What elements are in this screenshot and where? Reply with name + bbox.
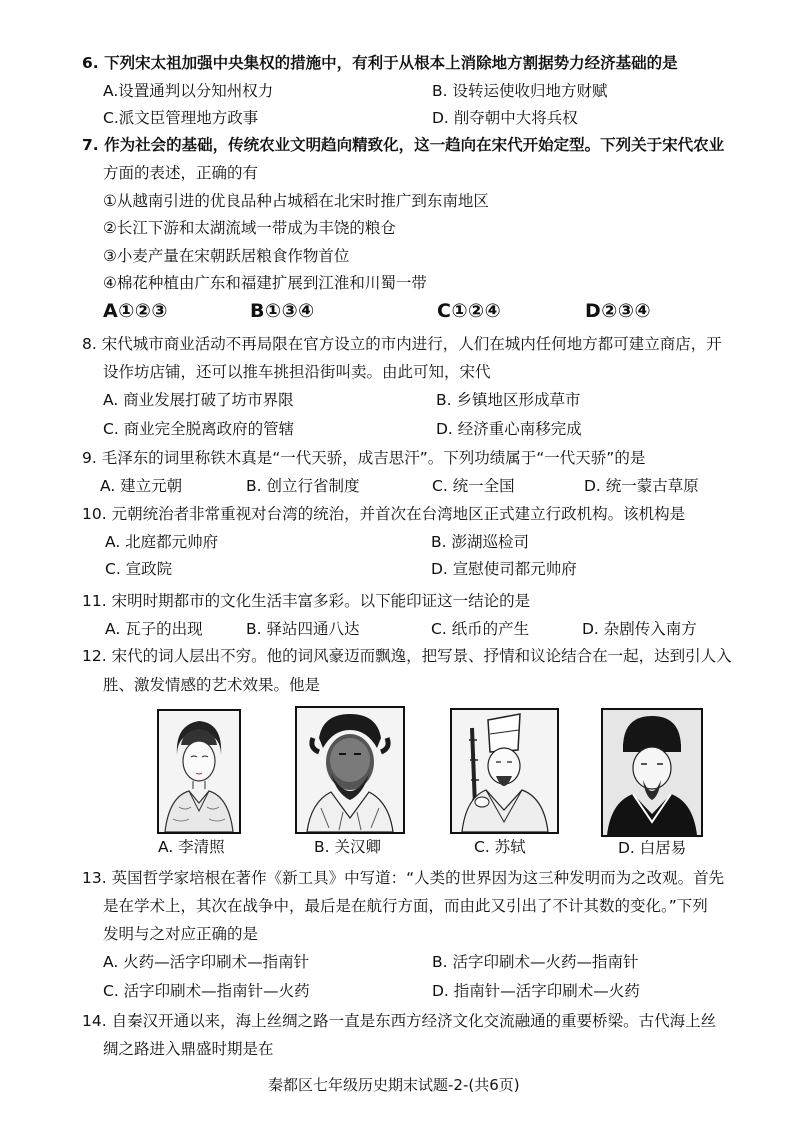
q12-option-d: D. 白居易 [618, 839, 687, 857]
q11-option-d: D. 杂剧传入南方 [582, 620, 697, 638]
q6-stem: 6. 下列宋太祖加强中央集权的措施中，有利于从根本上消除地方割据势力经济基础的是 [82, 54, 678, 72]
q13-option-c: C. 活字印刷术—指南针—火药 [103, 982, 310, 1000]
q14-stem-line2: 绸之路进入鼎盛时期是在 [103, 1040, 274, 1058]
q11-option-b: B. 驿站四通八达 [246, 620, 360, 638]
q13-option-a: A. 火药—活字印刷术—指南针 [103, 953, 310, 971]
q9-option-b: B. 创立行省制度 [246, 477, 360, 495]
q10-option-c: C. 宣政院 [105, 560, 173, 578]
portrait-li-qingzhao-image [157, 709, 241, 834]
q12-stem-line2: 胜、激发情感的艺术效果。他是 [103, 676, 321, 694]
q10-option-a: A. 北庭都元帅府 [105, 533, 219, 551]
q13-stem-line1: 13. 英国哲学家培根在著作《新工具》中写道：“人类的世界因为这三种发明而为之改观。首先 [82, 869, 725, 887]
q7-stem-line1: 7. 作为社会的基础，传统农业文明趋向精致化，这一趋向在宋代开始定型。下列关于宋代农业 [82, 136, 725, 154]
q12-option-c: C. 苏轼 [474, 838, 526, 856]
q6-option-a: A.设置通判以分知州权力 [103, 82, 274, 100]
q8-option-c: C. 商业完全脱离政府的管辖 [103, 420, 295, 438]
q9-option-a: A. 建立元朝 [100, 477, 183, 495]
q12-stem-line1: 12. 宋代的词人层出不穷。他的词风豪迈而飘逸，把写景、抒情和议论结合在一起，达到引人入 [82, 647, 732, 665]
q6-option-d: D. 削夺朝中大将兵权 [432, 109, 578, 127]
q8-option-a: A. 商业发展打破了坊市界限 [103, 391, 294, 409]
q11-option-a: A. 瓦子的出现 [105, 620, 203, 638]
q8-stem-line1: 8. 宋代城市商业活动不再局限在官方设立的市内进行，人们在城内任何地方都可建立商店，开 [82, 335, 722, 353]
q13-stem-line3: 发明与之对应正确的是 [103, 925, 259, 943]
q8-option-b: B. 乡镇地区形成草市 [436, 391, 581, 409]
q10-stem: 10. 元朝统治者非常重视对台湾的统治，并首次在台湾地区正式建立行政机构。该机构是 [82, 505, 686, 523]
q7-option-a: A①②③ [103, 300, 168, 322]
q7-statement-4: ④棉花种植由广东和福建扩展到江淮和川蜀一带 [103, 274, 427, 292]
q6-option-b: B. 设转运使收归地方财赋 [432, 82, 608, 100]
q12-option-a: A. 李清照 [158, 838, 225, 856]
page-footer: 秦都区七年级历史期末试题-2-(共6页) [268, 1076, 520, 1094]
q9-option-d: D. 统一蒙古草原 [584, 477, 699, 495]
portrait-su-shi-image [450, 708, 559, 834]
q8-stem-line2: 设作坊店铺，还可以推车挑担沿街叫卖。由此可知，宋代 [103, 363, 491, 381]
q6-option-c: C.派文臣管理地方政事 [103, 109, 259, 127]
q14-stem-line1: 14. 自秦汉开通以来，海上丝绸之路一直是东西方经济文化交流融通的重要桥梁。古代海上丝 [82, 1012, 717, 1030]
q7-option-d: D②③④ [585, 300, 652, 322]
q10-option-d: D. 宣慰使司都元帅府 [431, 560, 577, 578]
q8-option-d: D. 经济重心南移完成 [436, 420, 582, 438]
portrait-guan-hanqing-image [295, 706, 405, 834]
q7-option-c: C①②④ [437, 300, 502, 322]
portrait-bai-juyi-image [601, 708, 703, 837]
q12-option-b: B. 关汉卿 [314, 838, 381, 856]
q11-option-c: C. 纸币的产生 [431, 620, 530, 638]
q7-option-b: B①③④ [250, 300, 315, 322]
q13-stem-line2: 是在学术上，其次在战争中，最后是在航行方面，而由此又引出了不计其数的变化。”下列 [103, 897, 708, 915]
q13-option-d: D. 指南针—活字印刷术—火药 [432, 982, 640, 1000]
q9-option-c: C. 统一全国 [432, 477, 515, 495]
q7-statement-3: ③小麦产量在宋朝跃居粮食作物首位 [103, 247, 350, 265]
q13-option-b: B. 活字印刷术—火药—指南针 [432, 953, 639, 971]
q9-stem: 9. 毛泽东的词里称铁木真是“一代天骄，成吉思汗”。下列功绩属于“一代天骄”的是 [82, 449, 646, 467]
q11-stem: 11. 宋明时期都市的文化生活丰富多彩。以下能印证这一结论的是 [82, 592, 531, 610]
q7-statement-2: ②长江下游和太湖流域一带成为丰饶的粮仓 [103, 219, 396, 237]
q7-stem-line2: 方面的表述，正确的有 [103, 164, 259, 182]
q7-statement-1: ①从越南引进的优良品种占城稻在北宋时推广到东南地区 [103, 192, 489, 210]
q10-option-b: B. 澎湖巡检司 [431, 533, 529, 551]
